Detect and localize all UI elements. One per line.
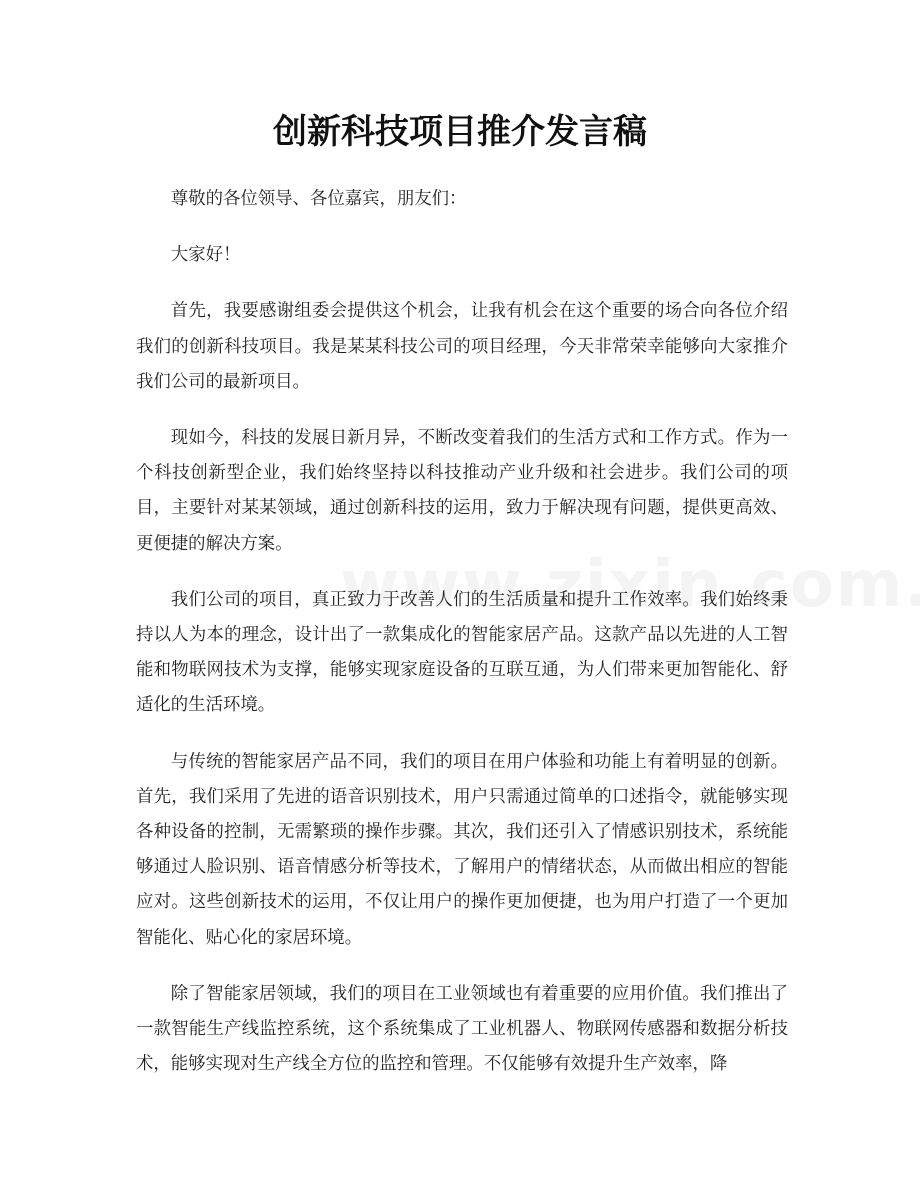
body-paragraph: 现如今，科技的发展日新月异，不断改变着我们的生活方式和工作方式。作为一个科技创新型企业，我们始终坚持以科技推动产业升级和社会进步。我们公司的项目，主要针对某某领域，通过创新科技的运用，致力于解决现有问题，提供更高效、更便捷的解决方案。	[136, 428, 788, 554]
document-body	[136, 182, 788, 1103]
document-title: 创新科技项目推介发言稿	[273, 112, 647, 152]
body-paragraph: 首先，我要感谢组委会提供这个机会，让我有机会在这个重要的场合向各位介绍我们的创新科技项目。我是某某科技公司的项目经理，今天非常荣幸能够向大家推介我们公司的最新项目。	[136, 301, 788, 392]
salutation-paragraph: 大家好！	[170, 245, 241, 266]
body-paragraph: 我们公司的项目，真正致力于改善人们的生活质量和提升工作效率。我们始终秉持以人为本的理念，设计出了一款集成化的智能家居产品。这款产品以先进的人工智能和物联网技术为支撑，能够实现家庭设备的互联互通，为人们带来更加智能化、舒适化的生活环境。	[136, 589, 788, 716]
body-paragraph: 除了智能家居领域，我们的项目在工业领域也有着重要的应用价值。我们推出了一款智能生产线监控系统，这个系统集成了工业机器人、物联网传感器和数据分析技术，能够实现对生产线全方位的监控和管理。不仅能够有效提升生产效率，降	[136, 983, 788, 1075]
greeting-paragraph: 尊敬的各位领导、各位嘉宾，朋友们：	[170, 189, 467, 209]
body-paragraph: 与传统的智能家居产品不同，我们的项目在用户体验和功能上有着明显的创新。首先，我们采用了先进的语音识别技术，用户只需通过简单的口述指令，就能够实现各种设备的控制，无需繁琐的操作步骤。其次，我们还引入了情感识别技术，系统能够通过人脸识别、语音情感分析等技术，了解用户的情绪状态，从而做出相应的智能应对。这些创新技术的运用，不仅让用户的操作更加便捷，也为用户打造了一个更加智能化、贴心化的家居环境。	[136, 751, 788, 948]
